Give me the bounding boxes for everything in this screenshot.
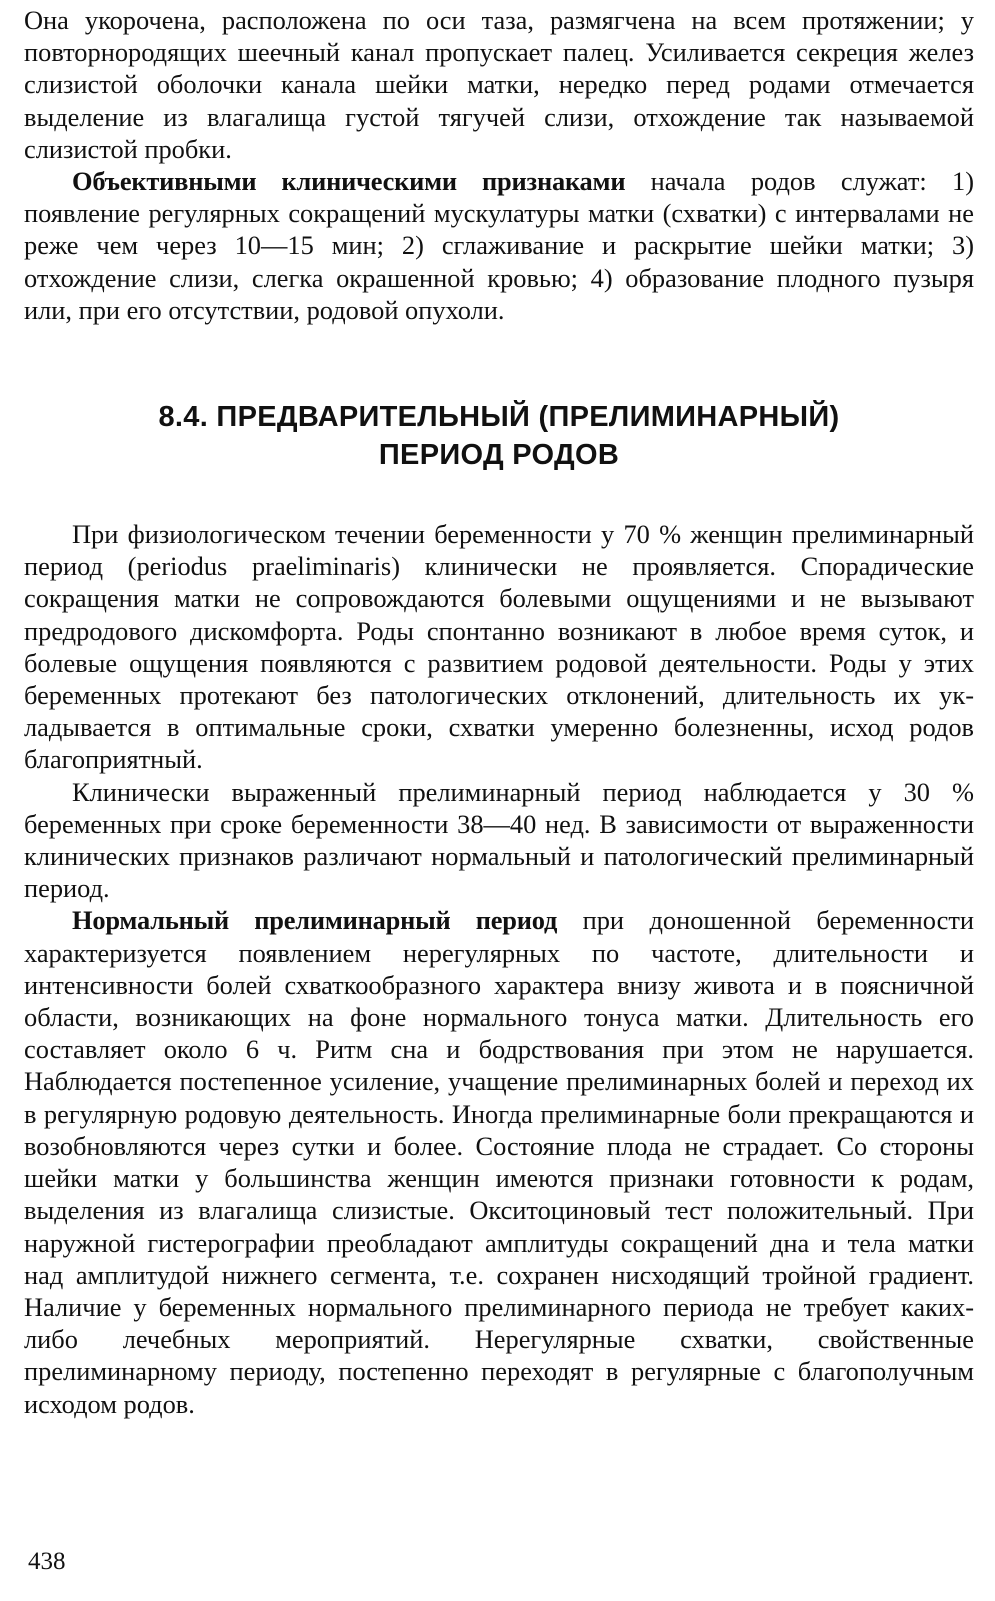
paragraph-clinical-period (24, 776, 974, 905)
paragraph-cervix-continuation (24, 4, 974, 165)
paragraph-physiological-course (24, 518, 974, 776)
page-number: 438 (28, 1548, 66, 1575)
paragraph-text: Клинически выраженный прелиминарный период наблюдается у 30 % беременных при сроке беременности 38—40 нед. В зависимости от выраженности клинических признаков различают нормальный и патологический прелиминарный период. (24, 776, 974, 904)
section-heading-line-1: 8.4. ПРЕДВАРИТЕЛЬНЫЙ (ПРЕЛИМИНАРНЫЙ) (158, 401, 840, 434)
paragraph-text: начала родов служат: 1) появление регулярных сокращений мускулатуры матки (схватки) с интервалами не реже чем через 10—15 мин; 2) сглаживание и раскрытие шейки матки; 3) отхождение слизи, слегка окрашенной кровью; 4) образование плодного пузыря или, при его отсутствии, родовой опухоли. (24, 166, 974, 325)
book-page (24, 4, 974, 1420)
paragraph-objective-signs (24, 165, 974, 326)
paragraph-text: При физиологическом течении беременности у 70 % женщин прелиминарный период (periodus praeliminaris) клинически не проявляется. Спорадические сокращения матки не сопровождаются болевыми ощущениями и не вызывают предродового дискомфорта. Роды спонтанно возникают в любое время суток, и болевые ощущения появляются с развитием родовой деятельности. Роды у этих беременных протекают без патологических отклонений, длительность их укладывается в оптимальные сроки, схватки умеренно болезненны, исход родов благоприятный. (24, 519, 974, 775)
paragraph-lead-term: Нормальный прелиминарный период (72, 905, 558, 936)
paragraph-normal-period (24, 904, 974, 1419)
paragraph-text: при доношенной беременности характеризуется появлением нерегулярных по частоте, длительности и интенсивности болей схваткообразного характера внизу живота и в поясничной области, возникающих на фоне нормального тонуса матки. Длительность его составляет около 6 ч. Ритм сна и бодрствования при этом не нарушается. Наблюдается постепенное усиление, учащение прелиминарных болей и переход их в регулярную родовую деятельность. Иногда прелиминарные боли прекращаются и возобновляются через сутки и более. Состояние плода не страдает. Со стороны шейки матки у большинства женщин имеются признаки готовности к родам, выделения из влагалища слизистые. Окситоциновый тест положительный. При наружной гистерографии преобладают амплитуды сокращений дна и тела матки над амплитудой нижнего сегмента, т.е. сохранен нисходящий тройной градиент. Наличие у беременных нормального прелиминарного периода не требует каких-либо лечебных мероприятий. Нерегулярные схватки, свойственные прелиминарному периоду, постепенно переходят в регулярные с благополучным исходом родов. (24, 905, 975, 1419)
paragraph-text: Она укорочена, расположена по оси таза, размягчена на всем протяжении; у повторнородящих шеечный канал пропускает палец. Усиливается секреция желез слизистой оболочки канала шейки матки, нередко перед родами отмечается выделение из влагалища густой тягучей слизи, отхождение так называемой слизистой пробки. (24, 5, 974, 164)
paragraph-lead-term: Объективными клиническими признаками (72, 166, 626, 197)
section-heading-line-2: ПЕРИОД РОДОВ (378, 439, 620, 472)
section-heading (24, 398, 974, 474)
